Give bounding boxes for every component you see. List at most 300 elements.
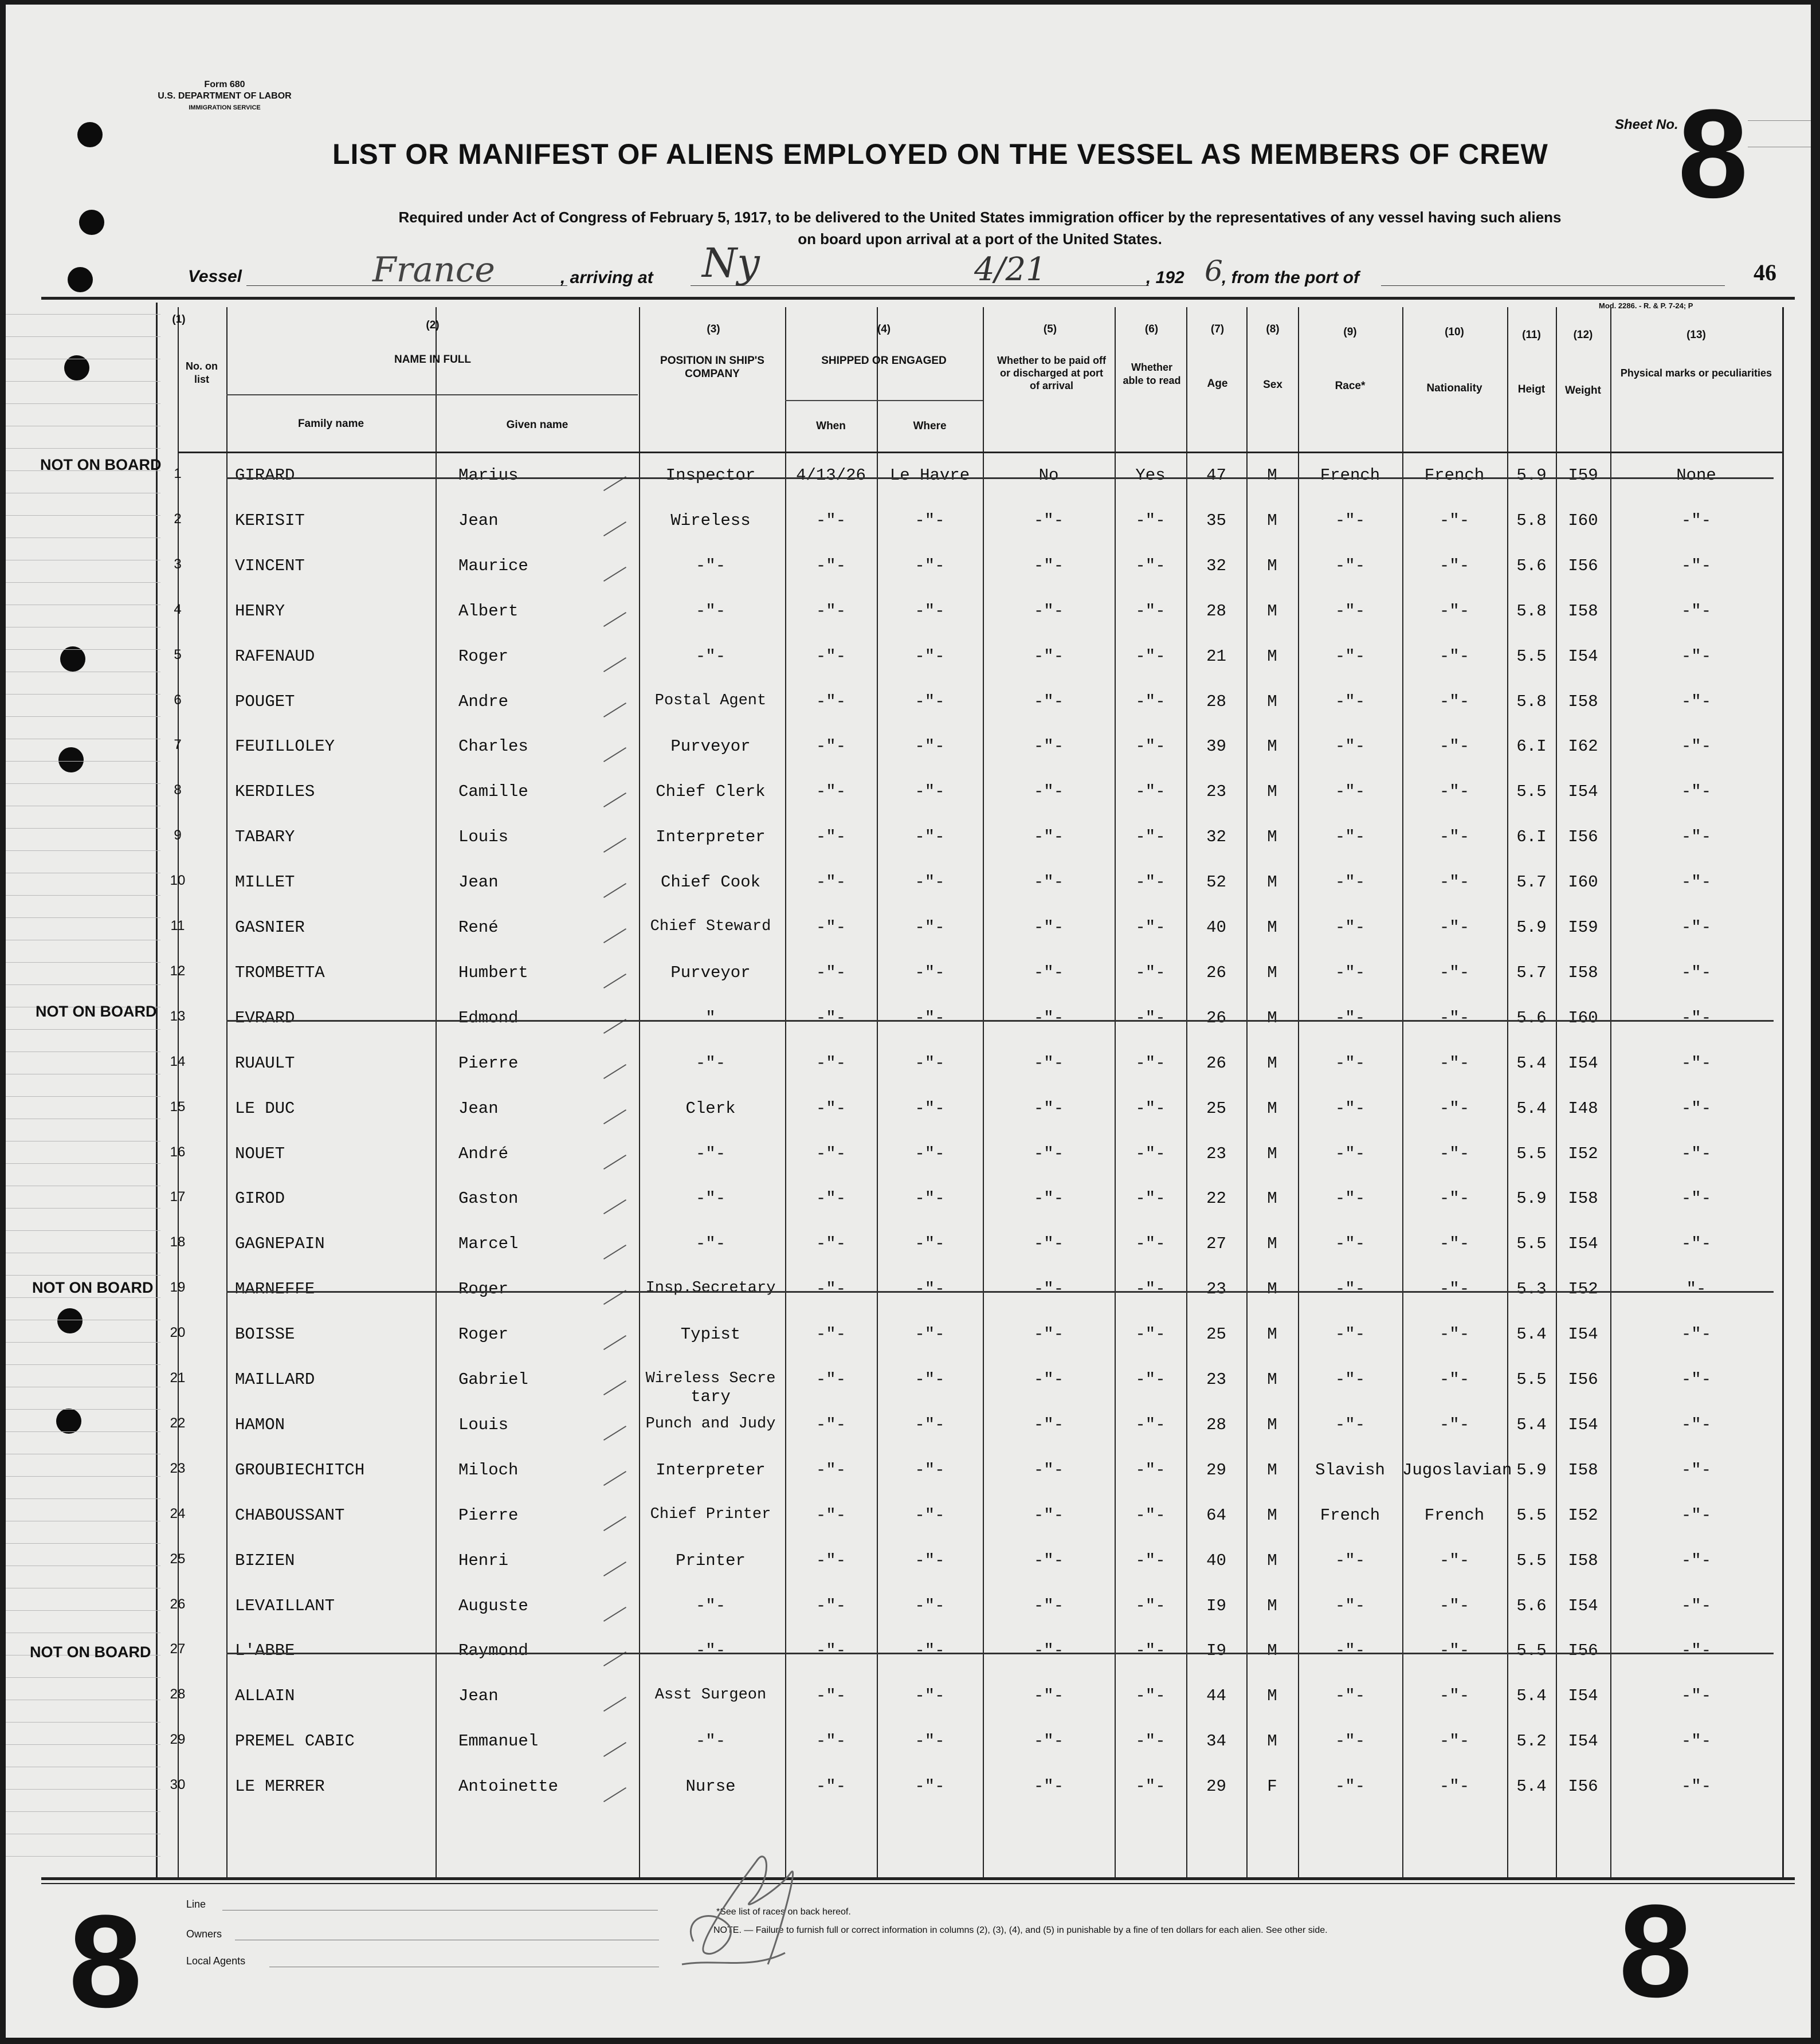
cell-nationality: -"- [1439,873,1470,892]
cell-sex: M [1267,1596,1277,1615]
cell-when: -"- [815,1280,846,1299]
cell-where: -"- [915,511,945,530]
cell-where: -"- [915,692,945,711]
cell-weight: I58 [1568,1551,1598,1570]
cell-family: TROMBETTA [235,963,325,982]
cell-sex: M [1267,1370,1277,1389]
table-bottom-rule-2 [41,1883,1795,1884]
cell-when: -"- [815,1234,846,1254]
cell-weight: I56 [1568,1641,1598,1661]
margin-ruled-line [6,1856,160,1857]
vessel-name: France [372,250,495,290]
cell-read: -"- [1135,782,1166,802]
arriving-port: Ny [702,240,760,287]
from-port-rule [1381,285,1725,286]
cell-nationality: -"- [1439,1777,1470,1796]
cell-position: -"- [695,556,726,575]
cell-when: -"- [815,1505,846,1525]
cell-weight: I54 [1568,1053,1598,1073]
cell-given: Louis [458,827,509,847]
col2-label: NAME IN FULL [394,354,472,366]
cell-read: -"- [1135,1098,1166,1118]
col1-num: (1) [172,313,186,325]
cell-when: -"- [815,918,846,937]
cell-race: -"- [1335,782,1366,802]
cell-no: 13 [170,1008,186,1024]
margin-ruled-line [6,403,160,404]
cell-when: 4/13/26 [796,466,866,485]
cell-age: 27 [1206,1234,1226,1254]
cell-sex: M [1267,737,1277,756]
cell-given: Louis [458,1415,509,1434]
cell-family: FEUILLOLEY [235,737,335,756]
col4-num: (4) [877,323,891,335]
cell-read: Yes [1135,466,1166,485]
col12-num: (12) [1573,329,1593,341]
cell-weight: I52 [1568,1280,1598,1299]
cell-paid: No [1038,466,1059,485]
cell-given: Roger [458,1325,509,1344]
cell-when: -"- [815,1551,846,1570]
cell-read: -"- [1135,556,1166,575]
margin-ruled-line [6,1677,160,1678]
cell-no: 1 [174,466,182,481]
col4-label: SHIPPED OR ENGAGED [821,355,947,367]
margin-ruled-line [6,1230,160,1231]
cell-read: -"- [1135,1460,1166,1480]
cell-when: -"- [815,601,846,621]
cell-nationality: -"- [1439,1732,1470,1751]
cell-given: René [458,918,499,937]
col4a-label: When [816,420,846,432]
cell-family: VINCENT [235,556,305,575]
cell-sex: M [1267,918,1277,937]
cell-read: -"- [1135,1551,1166,1570]
cell-position: -"- [695,1732,726,1751]
form-number: Form 680 [204,80,245,89]
cell-where: -"- [915,601,945,621]
cell-sex: M [1267,963,1277,982]
cell-race: -"- [1335,646,1366,666]
cell-read: -"- [1135,1596,1166,1615]
col3-num: (3) [707,323,720,335]
cell-weight: I60 [1568,1008,1598,1027]
cell-position: Asst Surgeon [654,1686,767,1704]
cell-sex: M [1267,1460,1277,1480]
cell-race: -"- [1335,1008,1366,1027]
col9-num: (9) [1343,326,1357,338]
cell-race: -"- [1335,556,1366,575]
cell-paid: -"- [1033,1777,1064,1796]
cell-sex: M [1267,1551,1277,1570]
header-rule [785,400,983,401]
cell-age: 25 [1206,1098,1226,1118]
cell-given: Camille [458,782,528,802]
cell-position: -"- [695,1053,726,1073]
cell-marks: -"- [1681,1008,1712,1027]
cell-no: 21 [170,1370,186,1386]
margin-ruled-line [6,1498,160,1499]
cell-marks: -"- [1681,1460,1712,1480]
cell-nationality: -"- [1439,1144,1470,1163]
cell-age: 26 [1206,1008,1226,1027]
cell-nationality: -"- [1439,918,1470,937]
arriving-label: , arriving at [560,268,653,287]
cell-paid: -"- [1033,646,1064,666]
cell-paid: -"- [1033,1008,1064,1027]
cell-no: 23 [170,1460,186,1476]
cell-position: Chief Cook [660,873,761,892]
cell-no: 14 [170,1053,186,1069]
cell-sex: F [1267,1777,1277,1796]
column-rule [226,307,227,1877]
cell-no: 18 [170,1234,186,1250]
cell-weight: I58 [1568,601,1598,621]
cell-weight: I58 [1568,1189,1598,1209]
cell-where: -"- [915,782,945,802]
cell-race: -"- [1335,737,1366,756]
cell-position: -"- [695,601,726,621]
cell-where: -"- [915,1370,945,1389]
cell-race: -"- [1335,1732,1366,1751]
cell-where: -"- [915,556,945,575]
cell-where: -"- [915,1053,945,1073]
cell-race: -"- [1335,1686,1366,1706]
cell-given: Marius [458,466,519,485]
margin-ruled-line [6,1275,160,1276]
column-rule [1782,307,1784,1877]
cell-where: -"- [915,1460,945,1480]
cell-no: 20 [170,1325,186,1341]
cell-when: -"- [815,1189,846,1209]
cell-marks: -"- [1681,963,1712,982]
cell-marks: -"- [1681,1596,1712,1615]
cell-read: -"- [1135,1415,1166,1434]
cell-where: -"- [915,1551,945,1570]
cell-read: -"- [1135,511,1166,530]
cell-paid: -"- [1033,1325,1064,1344]
cell-marks: -"- [1681,646,1712,666]
col8-num: (8) [1266,323,1280,335]
cell-where: -"- [915,1280,945,1299]
col11-label: Heigt [1517,383,1546,395]
cell-position: -"- [695,1596,726,1615]
margin-ruled-line [6,716,160,717]
cell-race: French [1320,466,1380,485]
cell-family: MILLET [235,873,295,892]
col9-label: Race* [1335,380,1366,392]
cell-marks: -"- [1681,737,1712,756]
col7-num: (7) [1210,323,1225,335]
cell-read: -"- [1135,601,1166,621]
cell-marks: -"- [1681,1144,1712,1163]
cell-nationality: -"- [1439,1370,1470,1389]
cell-family: GROUBIECHITCH [235,1460,365,1480]
cell-nationality: -"- [1439,1686,1470,1706]
cell-where: Le Havre [889,466,970,485]
strike-through-line [226,1020,1774,1022]
cell-when: -"- [815,1053,846,1073]
cell-height: 5.9 [1516,918,1547,937]
binder-hole [79,210,104,235]
cell-where: -"- [915,963,945,982]
cell-age: 39 [1206,737,1226,756]
cell-family: GAGNEPAIN [235,1234,325,1254]
cell-height: 5.8 [1516,601,1547,621]
cell-race: -"- [1335,601,1366,621]
binder-hole [56,1409,81,1434]
cell-when: -"- [815,963,846,982]
cell-sex: M [1267,1325,1277,1344]
col13-num: (13) [1686,329,1706,341]
column-rule [156,303,158,1877]
header-bottom-rule [178,452,1782,453]
cell-age: 35 [1206,511,1226,530]
cell-height: 5.5 [1516,1144,1547,1163]
col7-label: Age [1207,378,1228,390]
cell-nationality: -"- [1439,1415,1470,1434]
cell-given: Pierre [458,1505,519,1525]
cell-weight: I56 [1568,827,1598,847]
cell-where: -"- [915,1325,945,1344]
from-port-label: , from the port of [1222,268,1359,287]
cell-age: 26 [1206,1053,1226,1073]
cell-where: -"- [915,1415,945,1434]
cell-paid: -"- [1033,1596,1064,1615]
cell-height: 5.4 [1516,1686,1547,1706]
cell-paid: -"- [1033,1505,1064,1525]
cell-no: 28 [170,1686,186,1702]
cell-marks: -"- [1681,1415,1712,1434]
margin-ruled-line [6,694,160,695]
cell-family: EVRARD [235,1008,295,1027]
cell-family: L'ABBE [235,1641,295,1661]
line-label: Line [186,1898,206,1910]
cell-read: -"- [1135,737,1166,756]
cell-age: 23 [1206,1280,1226,1299]
header-rule [226,394,638,395]
cell-marks: -"- [1681,511,1712,530]
cell-nationality: -"- [1439,1325,1470,1344]
cell-nationality: -"- [1439,963,1470,982]
cell-height: 5.4 [1516,1415,1547,1434]
cell-weight: I52 [1568,1505,1598,1525]
cell-height: 5.6 [1516,1008,1547,1027]
cell-when: -"- [815,827,846,847]
cell-nationality: -"- [1439,782,1470,802]
cell-height: 5.2 [1516,1732,1547,1751]
cell-sex: M [1267,1189,1277,1209]
cell-marks: "- [1686,1280,1707,1299]
cell-weight: I54 [1568,1325,1598,1344]
cell-given: Henri [458,1551,509,1570]
cell-race: -"- [1335,1641,1366,1661]
cell-when: -"- [815,511,846,530]
col1-label: No. on list [186,360,218,385]
cell-paid: -"- [1033,1732,1064,1751]
margin-ruled-line [6,1364,160,1365]
form-info [156,79,293,113]
cell-paid: -"- [1033,1098,1064,1118]
cell-paid: -"- [1033,1641,1064,1661]
cell-given: Charles [458,737,528,756]
cell-nationality: -"- [1439,692,1470,711]
cell-family: HAMON [235,1415,285,1434]
cell-age: I9 [1206,1596,1226,1615]
not-on-board-note: NOT ON BOARD [40,456,162,473]
cell-no: 22 [170,1415,186,1431]
cell-sex: M [1267,1415,1277,1434]
cell-given: Gaston [458,1189,519,1209]
margin-ruled-line [6,1722,160,1723]
margin-ruled-line [6,1163,160,1164]
cell-family: GASNIER [235,918,305,937]
cell-nationality: -"- [1439,556,1470,575]
cell-age: 21 [1206,646,1226,666]
cell-height: 5.5 [1516,1641,1547,1661]
cell-height: 5.7 [1516,873,1547,892]
cell-race: -"- [1335,1415,1366,1434]
cell-given: Humbert [458,963,528,982]
margin-ruled-line [6,336,160,337]
cell-nationality: -"- [1439,646,1470,666]
cell-when: -"- [815,737,846,756]
cell-height: 5.4 [1516,1777,1547,1796]
col2a-label: Family name [297,418,364,430]
cell-race: -"- [1335,1234,1366,1254]
cell-read: -"- [1135,1505,1166,1525]
cell-given: Jean [458,1686,499,1706]
col5-num: (5) [1043,323,1057,335]
cell-no: 7 [174,737,182,753]
cell-position: Nurse [685,1777,736,1796]
cell-age: 23 [1206,1370,1226,1389]
cell-read: -"- [1135,1280,1166,1299]
cell-sex: M [1267,1686,1277,1706]
cell-weight: I54 [1568,782,1598,802]
cell-family: KERDILES [235,782,315,802]
cell-read: -"- [1135,1325,1166,1344]
cell-height: 5.9 [1516,466,1547,485]
cell-nationality: -"- [1439,1098,1470,1118]
margin-ruled-line [6,917,160,918]
cell-read: -"- [1135,1144,1166,1163]
cell-no: 12 [170,963,186,979]
cell-no: 10 [170,873,186,889]
cell-race: -"- [1335,1280,1366,1299]
cell-marks: -"- [1681,1370,1712,1389]
cell-age: 34 [1206,1732,1226,1751]
cell-sex: M [1267,1234,1277,1254]
cell-given: Auguste [458,1596,528,1615]
cell-sex: M [1267,1144,1277,1163]
margin-ruled-line [6,895,160,896]
cell-read: -"- [1135,963,1166,982]
col5-label: Whether to be paid off or discharged at port of arrival [997,355,1106,391]
cell-weight: I60 [1568,511,1598,530]
cell-height: 5.9 [1516,1460,1547,1480]
cell-sex: M [1267,1505,1277,1525]
cell-given: Jean [458,511,499,530]
cell-sex: M [1267,556,1277,575]
cell-where: -"- [915,1686,945,1706]
cell-marks: -"- [1681,1641,1712,1661]
cell-paid: -"- [1033,1686,1064,1706]
cell-where: -"- [915,918,945,937]
cell-marks: -"- [1681,1686,1712,1706]
cell-height: 5.4 [1516,1098,1547,1118]
cell-no: 30 [170,1777,186,1793]
cell-paid: -"- [1033,1189,1064,1209]
cell-read: -"- [1135,1053,1166,1073]
cell-race: -"- [1335,873,1366,892]
margin-ruled-line [6,984,160,985]
binder-hole [68,267,93,292]
cell-position: Punch and Judy [645,1415,776,1433]
cell-nationality: -"- [1439,1596,1470,1615]
cell-when: -"- [815,1460,846,1480]
not-on-board-note: NOT ON BOARD [30,1643,151,1661]
cell-no: 16 [170,1144,186,1160]
cell-where: -"- [915,1098,945,1118]
arrival-date: 4/21 [974,251,1046,288]
margin-ruled-line [6,1789,160,1790]
manifest-sheet [6,5,1811,2038]
cell-where: -"- [915,827,945,847]
vessel-label: Vessel [188,267,242,286]
cell-given: Andre [458,692,509,711]
cell-where: -"- [915,1144,945,1163]
margin-ruled-line [6,314,160,315]
cell-nationality: -"- [1439,511,1470,530]
cell-sex: M [1267,1053,1277,1073]
cell-height: 5.7 [1516,963,1547,982]
cell-position: Chief Steward [650,918,771,935]
cell-family: RAFENAUD [235,646,315,666]
cell-no: 27 [170,1641,186,1657]
margin-ruled-line [6,1297,160,1298]
cell-family: BIZIEN [235,1551,295,1570]
table-bottom-rule [41,1877,1795,1880]
cell-age: 64 [1206,1505,1226,1525]
cell-when: -"- [815,1098,846,1118]
cell-read: -"- [1135,918,1166,937]
cell-nationality: -"- [1439,1008,1470,1027]
cell-race: -"- [1335,692,1366,711]
cell-family: HENRY [235,601,285,621]
margin-ruled-line [6,1342,160,1343]
cell-when: -"- [815,873,846,892]
cell-height: 5.4 [1516,1053,1547,1073]
cell-height: 5.5 [1516,1551,1547,1570]
cell-age: 32 [1206,827,1226,847]
binder-hole [57,1308,83,1333]
cell-sex: M [1267,511,1277,530]
cell-weight: I58 [1568,692,1598,711]
cell-sex: M [1267,692,1277,711]
sheet-rule [1748,120,1811,121]
cell-weight: I56 [1568,1370,1598,1389]
cell-read: -"- [1135,1234,1166,1254]
cell-position: Wireless [670,511,751,530]
cell-height: 5.4 [1516,1325,1547,1344]
cell-when: -"- [815,782,846,802]
cell-no: 3 [174,556,182,572]
cell-race: French [1320,1505,1380,1525]
cell-sex: M [1267,601,1277,621]
cell-no: 24 [170,1505,186,1521]
cell-position: Typist [680,1325,741,1344]
